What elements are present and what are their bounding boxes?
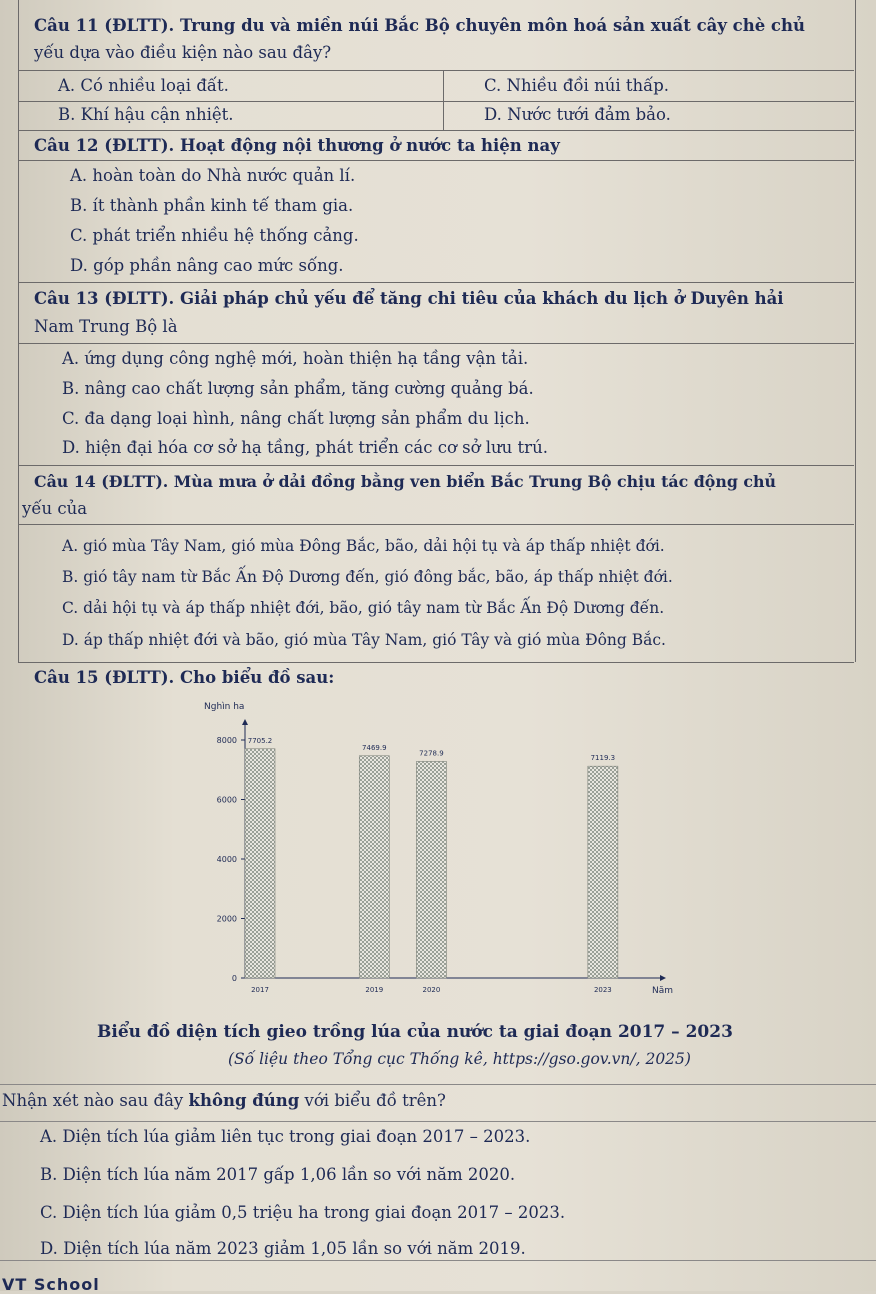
q11-option-b: B. Khí hậu cận nhiệt. bbox=[58, 105, 234, 124]
q15-question-post: với biểu đồ trên? bbox=[299, 1091, 446, 1110]
chart-source: (Số liệu theo Tổng cục Thống kê, https://gso.gov.vn/, 2025) bbox=[228, 1050, 691, 1068]
q15-stem: Câu 15 (ĐLTT). Cho biểu đồ sau: bbox=[34, 668, 335, 687]
q14-option-c: C. dải hội tụ và áp thấp nhiệt đới, bão, gió tây nam từ Bắc Ấn Độ Dương đến. bbox=[62, 599, 665, 617]
q13-option-d: D. hiện đại hóa cơ sở hạ tầng, phát triển các cơ sở lưu trú. bbox=[62, 438, 548, 457]
rule bbox=[18, 160, 854, 161]
q15-question-pre: Nhận xét nào sau đây bbox=[2, 1091, 189, 1110]
q15-option-d: D. Diện tích lúa năm 2023 giảm 1,05 lần so với năm 2019. bbox=[40, 1239, 526, 1258]
rule bbox=[18, 130, 854, 131]
q12-option-b: B. ít thành phần kinh tế tham gia. bbox=[70, 196, 354, 215]
bar bbox=[245, 749, 275, 978]
bar bbox=[416, 761, 446, 978]
rice-area-bar-chart bbox=[190, 695, 710, 1010]
rule bbox=[0, 1260, 876, 1261]
y-tick-label: 4000 bbox=[216, 855, 237, 864]
rule bbox=[18, 465, 854, 466]
q12-option-a: A. hoàn toàn do Nhà nước quản lí. bbox=[70, 166, 356, 185]
q14-stem-line2: yếu của bbox=[22, 499, 88, 518]
x-tick-label: 2019 bbox=[365, 986, 384, 994]
rule bbox=[0, 1121, 876, 1122]
chart-caption: Biểu đồ diện tích gieo trồng lúa của nước ta giai đoạn 2017 – 2023 bbox=[97, 1022, 733, 1042]
x-tick-label: 2023 bbox=[593, 986, 612, 994]
q15-question bbox=[2, 1091, 446, 1111]
y-tick-label: 2000 bbox=[216, 914, 237, 924]
x-tick-label: 2020 bbox=[422, 986, 441, 994]
q13-option-b: B. nâng cao chất lượng sản phẩm, tăng cường quảng bá. bbox=[62, 379, 534, 398]
y-tick-label: 0 bbox=[231, 974, 237, 983]
q13-stem-line2: Nam Trung Bộ là bbox=[34, 317, 178, 336]
q12-option-d: D. góp phần nâng cao mức sống. bbox=[70, 256, 344, 275]
q11-option-a: A. Có nhiều loại đất. bbox=[58, 76, 229, 95]
y-tick-label: 6000 bbox=[216, 795, 237, 805]
q14-stem-line1: Câu 14 (ĐLTT). Mùa mưa ở dải đồng bằng ven biển Bắc Trung Bộ chịu tác động chủ bbox=[34, 472, 776, 491]
q14-option-a: A. gió mùa Tây Nam, gió mùa Đông Bắc, bão, dải hội tụ và áp thấp nhiệt đới. bbox=[62, 537, 665, 555]
q11-stem-line2: yếu dựa vào điều kiện nào sau đây? bbox=[34, 43, 332, 62]
q11-option-c: C. Nhiều đồi núi thấp. bbox=[484, 76, 670, 95]
q13-stem-line1: Câu 13 (ĐLTT). Giải pháp chủ yếu để tăng chi tiêu của khách du lịch ở Duyên hải bbox=[34, 289, 784, 308]
bar-value-label: 7705.2 bbox=[247, 736, 273, 745]
bar-value-label: 7469.9 bbox=[362, 743, 387, 752]
q15-option-c: C. Diện tích lúa giảm 0,5 triệu ha trong giai đoạn 2017 – 2023. bbox=[40, 1203, 566, 1222]
footer-logo: VT School bbox=[2, 1275, 100, 1294]
q13-option-a: A. ứng dụng công nghệ mới, hoàn thiện hạ tầng vận tải. bbox=[62, 349, 529, 368]
q14-option-d: D. áp thấp nhiệt đới và bão, gió mùa Tây Nam, gió Tây và gió mùa Đông Bắc. bbox=[62, 631, 666, 649]
q13-option-c: C. đa dạng loại hình, nâng chất lượng sản phẩm du lịch. bbox=[62, 409, 530, 428]
y-axis-arrow bbox=[242, 719, 248, 725]
q11-stem-line1: Câu 11 (ĐLTT). Trung du và miền núi Bắc Bộ chuyên môn hoá sản xuất cây chè chủ bbox=[34, 16, 805, 35]
y-axis-label: Nghìn ha bbox=[204, 702, 245, 712]
q11-option-d: D. Nước tưới đảm bảo. bbox=[484, 105, 671, 124]
q15-option-a: A. Diện tích lúa giảm liên tục trong giai đoạn 2017 – 2023. bbox=[40, 1127, 531, 1146]
rule bbox=[18, 343, 854, 344]
rule bbox=[18, 524, 854, 525]
rule bbox=[18, 70, 854, 71]
x-axis-label: Năm bbox=[652, 986, 674, 996]
rule bbox=[0, 1084, 876, 1085]
q15-option-b: B. Diện tích lúa năm 2017 gấp 1,06 lần so với năm 2020. bbox=[40, 1165, 516, 1184]
bar-value-label: 7119.3 bbox=[590, 754, 616, 763]
column-divider bbox=[443, 70, 444, 130]
x-tick-label: 2017 bbox=[251, 986, 269, 994]
rule bbox=[18, 662, 854, 663]
x-axis-arrow bbox=[660, 975, 666, 981]
bar bbox=[359, 756, 389, 978]
bar bbox=[588, 766, 618, 978]
q12-stem: Câu 12 (ĐLTT). Hoạt động nội thương ở nước ta hiện nay bbox=[34, 136, 560, 155]
bar-value-label: 7278.9 bbox=[419, 749, 444, 758]
q12-option-c: C. phát triển nhiều hệ thống cảng. bbox=[70, 226, 359, 245]
y-tick-label: 8000 bbox=[216, 736, 237, 745]
rule bbox=[18, 282, 854, 283]
rule bbox=[18, 101, 854, 102]
q15-question-emphasis: không đúng bbox=[188, 1091, 300, 1110]
q14-option-b: B. gió tây nam từ Bắc Ấn Độ Dương đến, gió đông bắc, bão, áp thấp nhiệt đới. bbox=[62, 568, 673, 586]
